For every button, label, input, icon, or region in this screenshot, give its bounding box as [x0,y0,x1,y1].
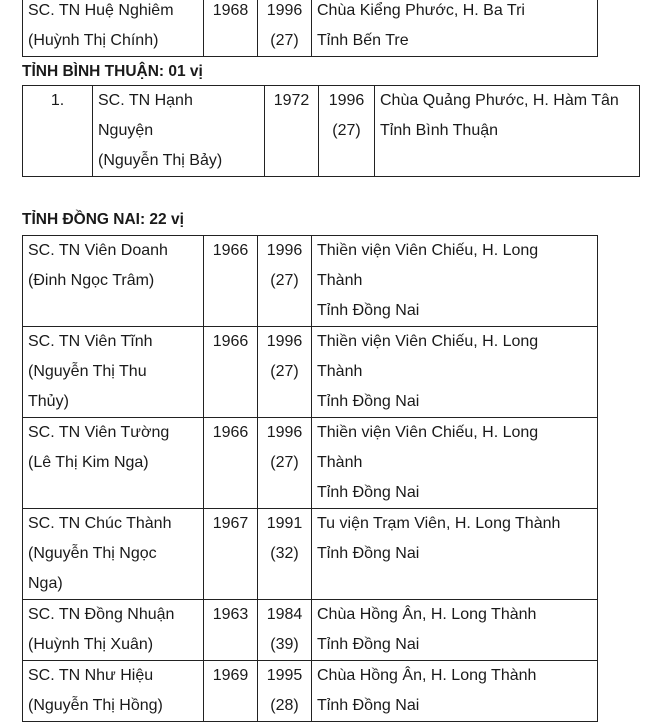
temple: Thiền viện Viên Chiếu, H. Long [317,333,539,350]
temple: Chùa Kiểng Phước, H. Ba Tri [317,2,525,19]
lay-name: (Huỳnh Thị Chính) [28,32,159,49]
birth-year-cell [204,418,258,509]
table-row [23,600,598,661]
temple: Chùa Hồng Ân, H. Long Thành [317,667,537,684]
table-row [23,509,598,600]
province: Tỉnh Bến Tre [317,32,409,49]
temple-cont: Thành [317,363,363,380]
table-row [23,0,598,57]
monk-name-cell [23,0,204,57]
temple-cell [312,327,598,418]
ordination-cell [258,509,312,600]
temple-cell [312,418,598,509]
monk-name: SC. TN Đồng Nhuận [28,606,175,623]
ordination-cell [258,418,312,509]
ordination-year: 1996 [266,2,303,19]
province: Tỉnh Đồng Nai [317,302,420,319]
index-cell [23,86,93,177]
temple: Chùa Hồng Ân, H. Long Thành [317,606,537,623]
temple: Chùa Quảng Phước, H. Hàm Tân [380,92,619,109]
ordination-year: 1996 [328,92,365,109]
birth-year: 1966 [212,424,249,441]
monk-name: SC. TN Viên Tĩnh [28,333,153,350]
province: Tỉnh Bình Thuận [380,122,499,139]
monk-name-cell [23,327,204,418]
birth-year: 1966 [212,242,249,259]
table-row [23,86,640,177]
temple-cell [375,86,640,177]
birth-year-cell [204,327,258,418]
province: Tỉnh Đồng Nai [317,636,420,653]
table-row [23,327,598,418]
birth-year: 1966 [212,333,249,350]
age: (27) [332,122,361,139]
province: Tỉnh Đồng Nai [317,484,420,501]
monk-name-cell [23,600,204,661]
birth-year: 1963 [212,606,249,623]
birth-year-cell [265,86,319,177]
ordination-cell [258,327,312,418]
ordination-year: 1991 [266,515,303,532]
ordination-year: 1984 [266,606,303,623]
lay-name: (Lê Thị Kim Nga) [28,454,149,471]
monk-name-cont: Nguyện [98,122,154,139]
birth-year: 1967 [212,515,249,532]
age: (32) [270,545,299,562]
birth-year: 1968 [212,2,249,19]
ordination-year: 1996 [266,424,303,441]
ordination-year: 1996 [266,242,303,259]
province: Tỉnh Đồng Nai [317,697,420,714]
birth-year: 1969 [212,667,249,684]
age: (27) [270,272,299,289]
monk-name: SC. TN Hạnh [98,92,193,109]
binh-thuan-table [22,85,640,177]
birth-year-cell [204,236,258,327]
lay-name-cont: Thủy) [28,393,69,410]
monk-name-cell [23,661,204,722]
age: (27) [270,363,299,380]
temple: Tu viện Trạm Viên, H. Long Thành [317,515,561,532]
birth-year: 1972 [273,92,310,109]
lay-name: (Nguyễn Thị Hồng) [28,697,163,714]
table-row [23,236,598,327]
province: Tỉnh Đồng Nai [317,393,420,410]
ordination-cell [258,236,312,327]
age: (27) [270,32,299,49]
temple-cell [312,0,598,57]
lay-name: (Nguyễn Thị Ngọc [28,545,157,562]
ordination-cell [258,661,312,722]
birth-year-cell [204,661,258,722]
table-row [23,661,598,722]
lay-name-cont: Nga) [28,575,63,592]
section-heading-dong-nai: TỈNH ĐỒNG NAI: 22 vị [22,211,184,228]
birth-year-cell [204,0,258,57]
province: Tỉnh Đồng Nai [317,545,420,562]
lay-name: (Nguyễn Thị Thu [28,363,147,380]
monk-name: SC. TN Như Hiệu [28,667,154,684]
ordination-cell [319,86,375,177]
ordination-cell [258,600,312,661]
temple-cont: Thành [317,272,363,289]
monk-name-cell [93,86,265,177]
birth-year-cell [204,509,258,600]
monk-name-cell [23,236,204,327]
lay-name: (Đinh Ngọc Trâm) [28,272,155,289]
lay-name: (Huỳnh Thị Xuân) [28,636,154,653]
table-row [23,418,598,509]
temple-cell [312,236,598,327]
ordination-year: 1996 [266,333,303,350]
ordination-cell [258,0,312,57]
temple-cell [312,600,598,661]
row-index: 1. [50,92,65,109]
temple-cell [312,661,598,722]
temple: Thiền viện Viên Chiếu, H. Long [317,424,539,441]
temple-cell [312,509,598,600]
age: (27) [270,454,299,471]
temple-cont: Thành [317,454,363,471]
section-heading-binh-thuan: TỈNH BÌNH THUẬN: 01 vị [22,63,203,80]
age: (39) [270,636,299,653]
monk-name: SC. TN Viên Doanh [28,242,168,259]
dong-nai-table [22,235,598,722]
ben-tre-table [22,0,598,57]
monk-name: SC. TN Huệ Nghiêm [28,2,174,19]
temple: Thiền viện Viên Chiếu, H. Long [317,242,539,259]
monk-name-cell [23,418,204,509]
monk-name: SC. TN Chúc Thành [28,515,172,532]
monk-name-cell [23,509,204,600]
monk-name: SC. TN Viên Tường [28,424,170,441]
lay-name: (Nguyễn Thị Bảy) [98,152,223,169]
age: (28) [270,697,299,714]
ordination-year: 1995 [266,667,303,684]
birth-year-cell [204,600,258,661]
